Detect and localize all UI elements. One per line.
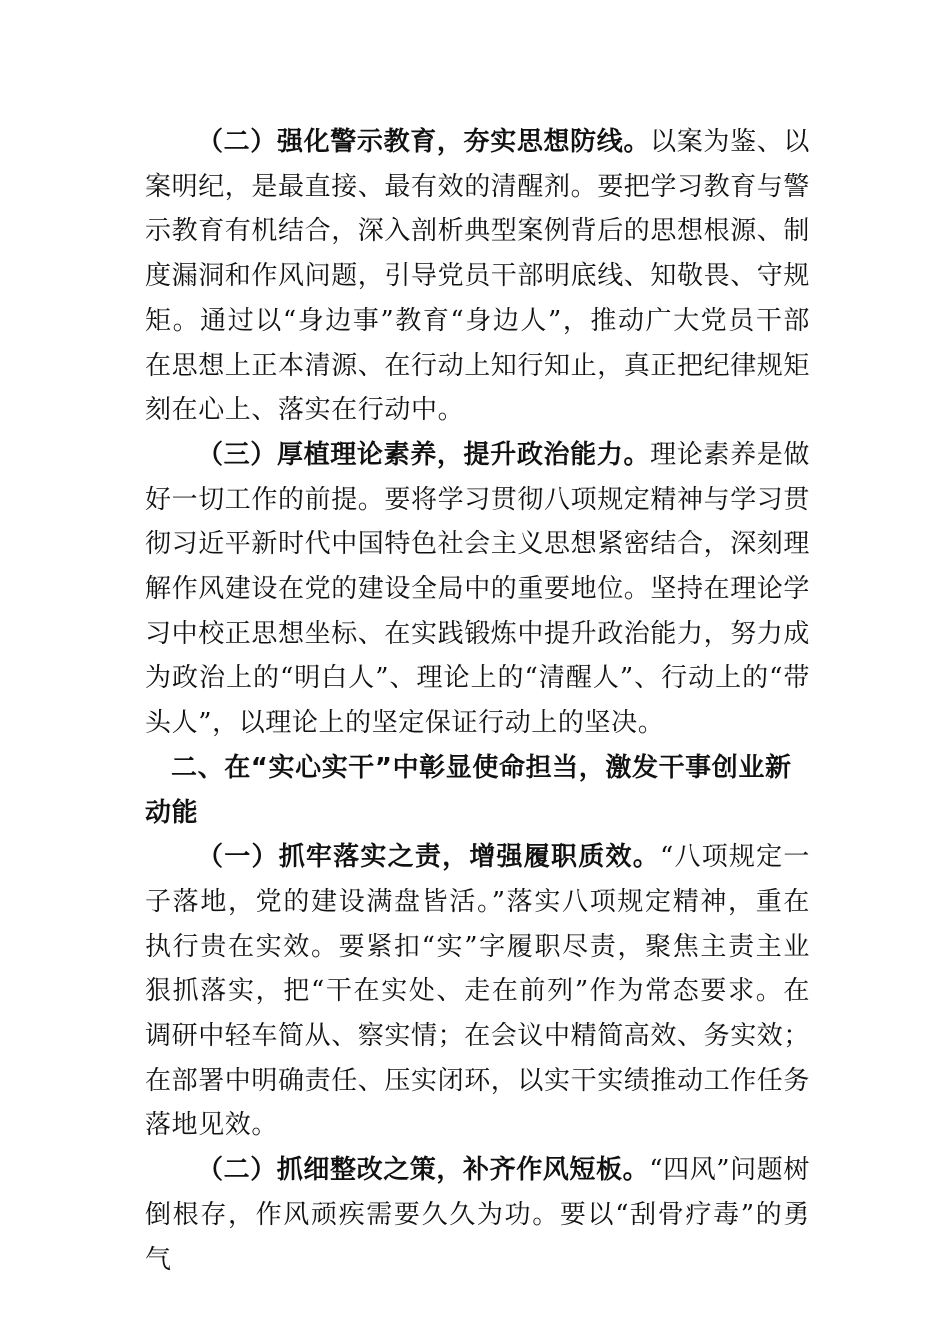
paragraph-warning-education (145, 120, 810, 433)
paragraph-implementation (145, 835, 810, 1148)
paragraph-rectification (145, 1148, 810, 1282)
paragraph-text: 理论素养是做好一切工作的前提。要将学习贯彻八项规定精神与学习贯彻习近平新时代中国特色社会主义思想紧密结合，深刻理解作风建设在党的建设全局中的重要地位。坚持在理论学习中校正思想坐标、在实践锻炼中提升政治能力，努力成为政治上的“明白人”、理论上的“清醒人”、行动上的“带头人”，以理论上的坚定保证行动上的坚决。 (145, 439, 811, 739)
section-heading: 二、在“实心实干”中彰显使命担当，激发干事创业新动能 (145, 752, 792, 828)
paragraph-text: 以案为鉴、以案明纪，是最直接、最有效的清醒剂。要把学习教育与警示教育有机结合，深入剖析典型案例背后的思想根源、制度漏洞和作风问题，引导党员干部明底线、知敬畏、守规矩。通过以“身边事”教育“身边人”，推动广大党员干部在思想上正本清源、在行动上知行知止，真正把纪律规矩刻在心上、落实在行动中。 (145, 127, 811, 426)
document-body (145, 120, 810, 1282)
paragraph-lead: （一）抓牢落实之责，增强履职质效。 (197, 842, 660, 873)
paragraph-lead: （二）抓细整改之策，补齐作风短板。 (197, 1155, 650, 1186)
paragraph-theory-literacy (145, 433, 810, 746)
paragraph-lead: （三）厚植理论素养，提升政治能力。 (197, 439, 651, 470)
paragraph-text: “四风”问题树倒根存，作风顽疾需要久久为功。要以“刮骨疗毒”的勇气 (145, 1155, 810, 1275)
paragraph-text: “八项规定一子落地，党的建设满盘皆活。”落实八项规定精神，重在执行贵在实效。要紧扣“实”字履职尽责，聚焦主责主业狠抓落实，把“干在实处、走在前列”作为常态要求。在调研中轻车简从、察实情；在会议中精简高效、务实效；在部署中明确责任、压实闭环，以实干实绩推动工作任务落地见效。 (145, 842, 811, 1141)
paragraph-lead: （二）强化警示教育，夯实思想防线。 (197, 127, 651, 157)
